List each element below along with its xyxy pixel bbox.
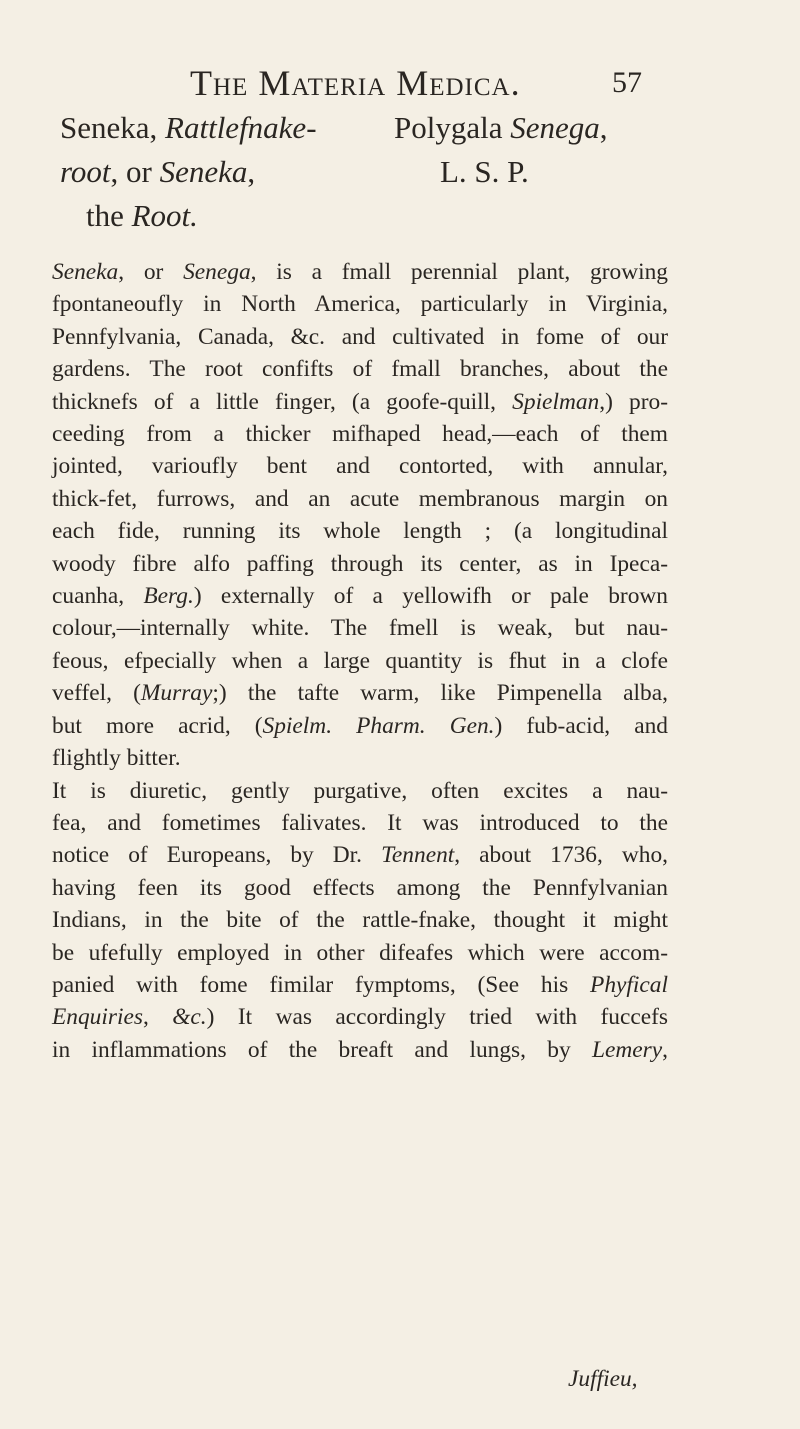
running-title: The Materia Medica. bbox=[190, 63, 521, 103]
text-line: thicknefs of a little finger, (a goofe-quill, Spielman,) pro- bbox=[52, 388, 668, 415]
latin-name-line-1: Polygala Senega, bbox=[394, 110, 608, 145]
text-line: each fide, running its whole length ; (a longitudinal bbox=[52, 518, 668, 545]
text-line: in inflammations of the breaft and lungs, by Lemery, bbox=[52, 1036, 668, 1063]
text-line: but more acrid, (Spielm. Pharm. Gen.) fub-acid, and bbox=[52, 712, 668, 739]
text-line: feous, efpecially when a large quantity is fhut in a clofe bbox=[52, 647, 668, 674]
text-line: Enquiries, &c.) It was accordingly tried with fuccefs bbox=[52, 1004, 668, 1031]
text-line: cuanha, Berg.) externally of a yellowifh or pale brown bbox=[52, 583, 668, 610]
text-line: jointed, varioufly bent and contorted, with annular, bbox=[52, 453, 668, 480]
latin-name-line-2: L. S. P. bbox=[440, 154, 529, 189]
catchword: Juffieu, bbox=[568, 1366, 638, 1392]
page-number: 57 bbox=[612, 66, 642, 99]
text-line: veffel, (Murray;) the tafte warm, like Pimpenella alba, bbox=[52, 680, 668, 707]
english-name-line-3: the Root. bbox=[86, 198, 198, 233]
english-name-line-1: Seneka, Rattlefnake- bbox=[60, 110, 317, 145]
text-line: be ufefully employed in other difeafes which were accom- bbox=[52, 939, 668, 966]
text-line: fpontaneoufly in North America, particularly in Virginia, bbox=[52, 291, 668, 318]
text-line: notice of Europeans, by Dr. Tennent, about 1736, who, bbox=[52, 842, 668, 869]
running-head bbox=[0, 62, 800, 112]
text-line: It is diuretic, gently purgative, often excites a nau- bbox=[52, 777, 668, 804]
text-line: panied with fome fimilar fymptoms, (See his Phyfical bbox=[52, 971, 668, 998]
text-line: having feen its good effects among the Pennfylvanian bbox=[52, 874, 668, 901]
text-line: woody fibre alfo paffing through its center, as in Ipeca- bbox=[52, 550, 668, 577]
text-line: ceeding from a thicker mifhaped head,—each of them bbox=[52, 421, 668, 448]
text-line: thick-fet, furrows, and an acute membranous margin on bbox=[52, 485, 668, 512]
text-line: fea, and fometimes falivates. It was introduced to the bbox=[52, 809, 668, 836]
text-line: flightly bitter. bbox=[52, 745, 181, 772]
text-line: gardens. The root confifts of fmall branches, about the bbox=[52, 356, 668, 383]
english-name-line-2: root, or Seneka, bbox=[60, 154, 256, 189]
text-line: colour,—internally white. The fmell is weak, but nau- bbox=[52, 615, 668, 642]
body-text bbox=[52, 256, 668, 1066]
text-line: Indians, in the bite of the rattle-fnake, thought it might bbox=[52, 907, 668, 934]
text-line: Seneka, or Senega, is a fmall perennial plant, growing bbox=[52, 259, 668, 285]
entry-heading bbox=[0, 110, 800, 250]
text-line: Pennfylvania, Canada, &c. and cultivated in fome of our bbox=[52, 323, 668, 350]
